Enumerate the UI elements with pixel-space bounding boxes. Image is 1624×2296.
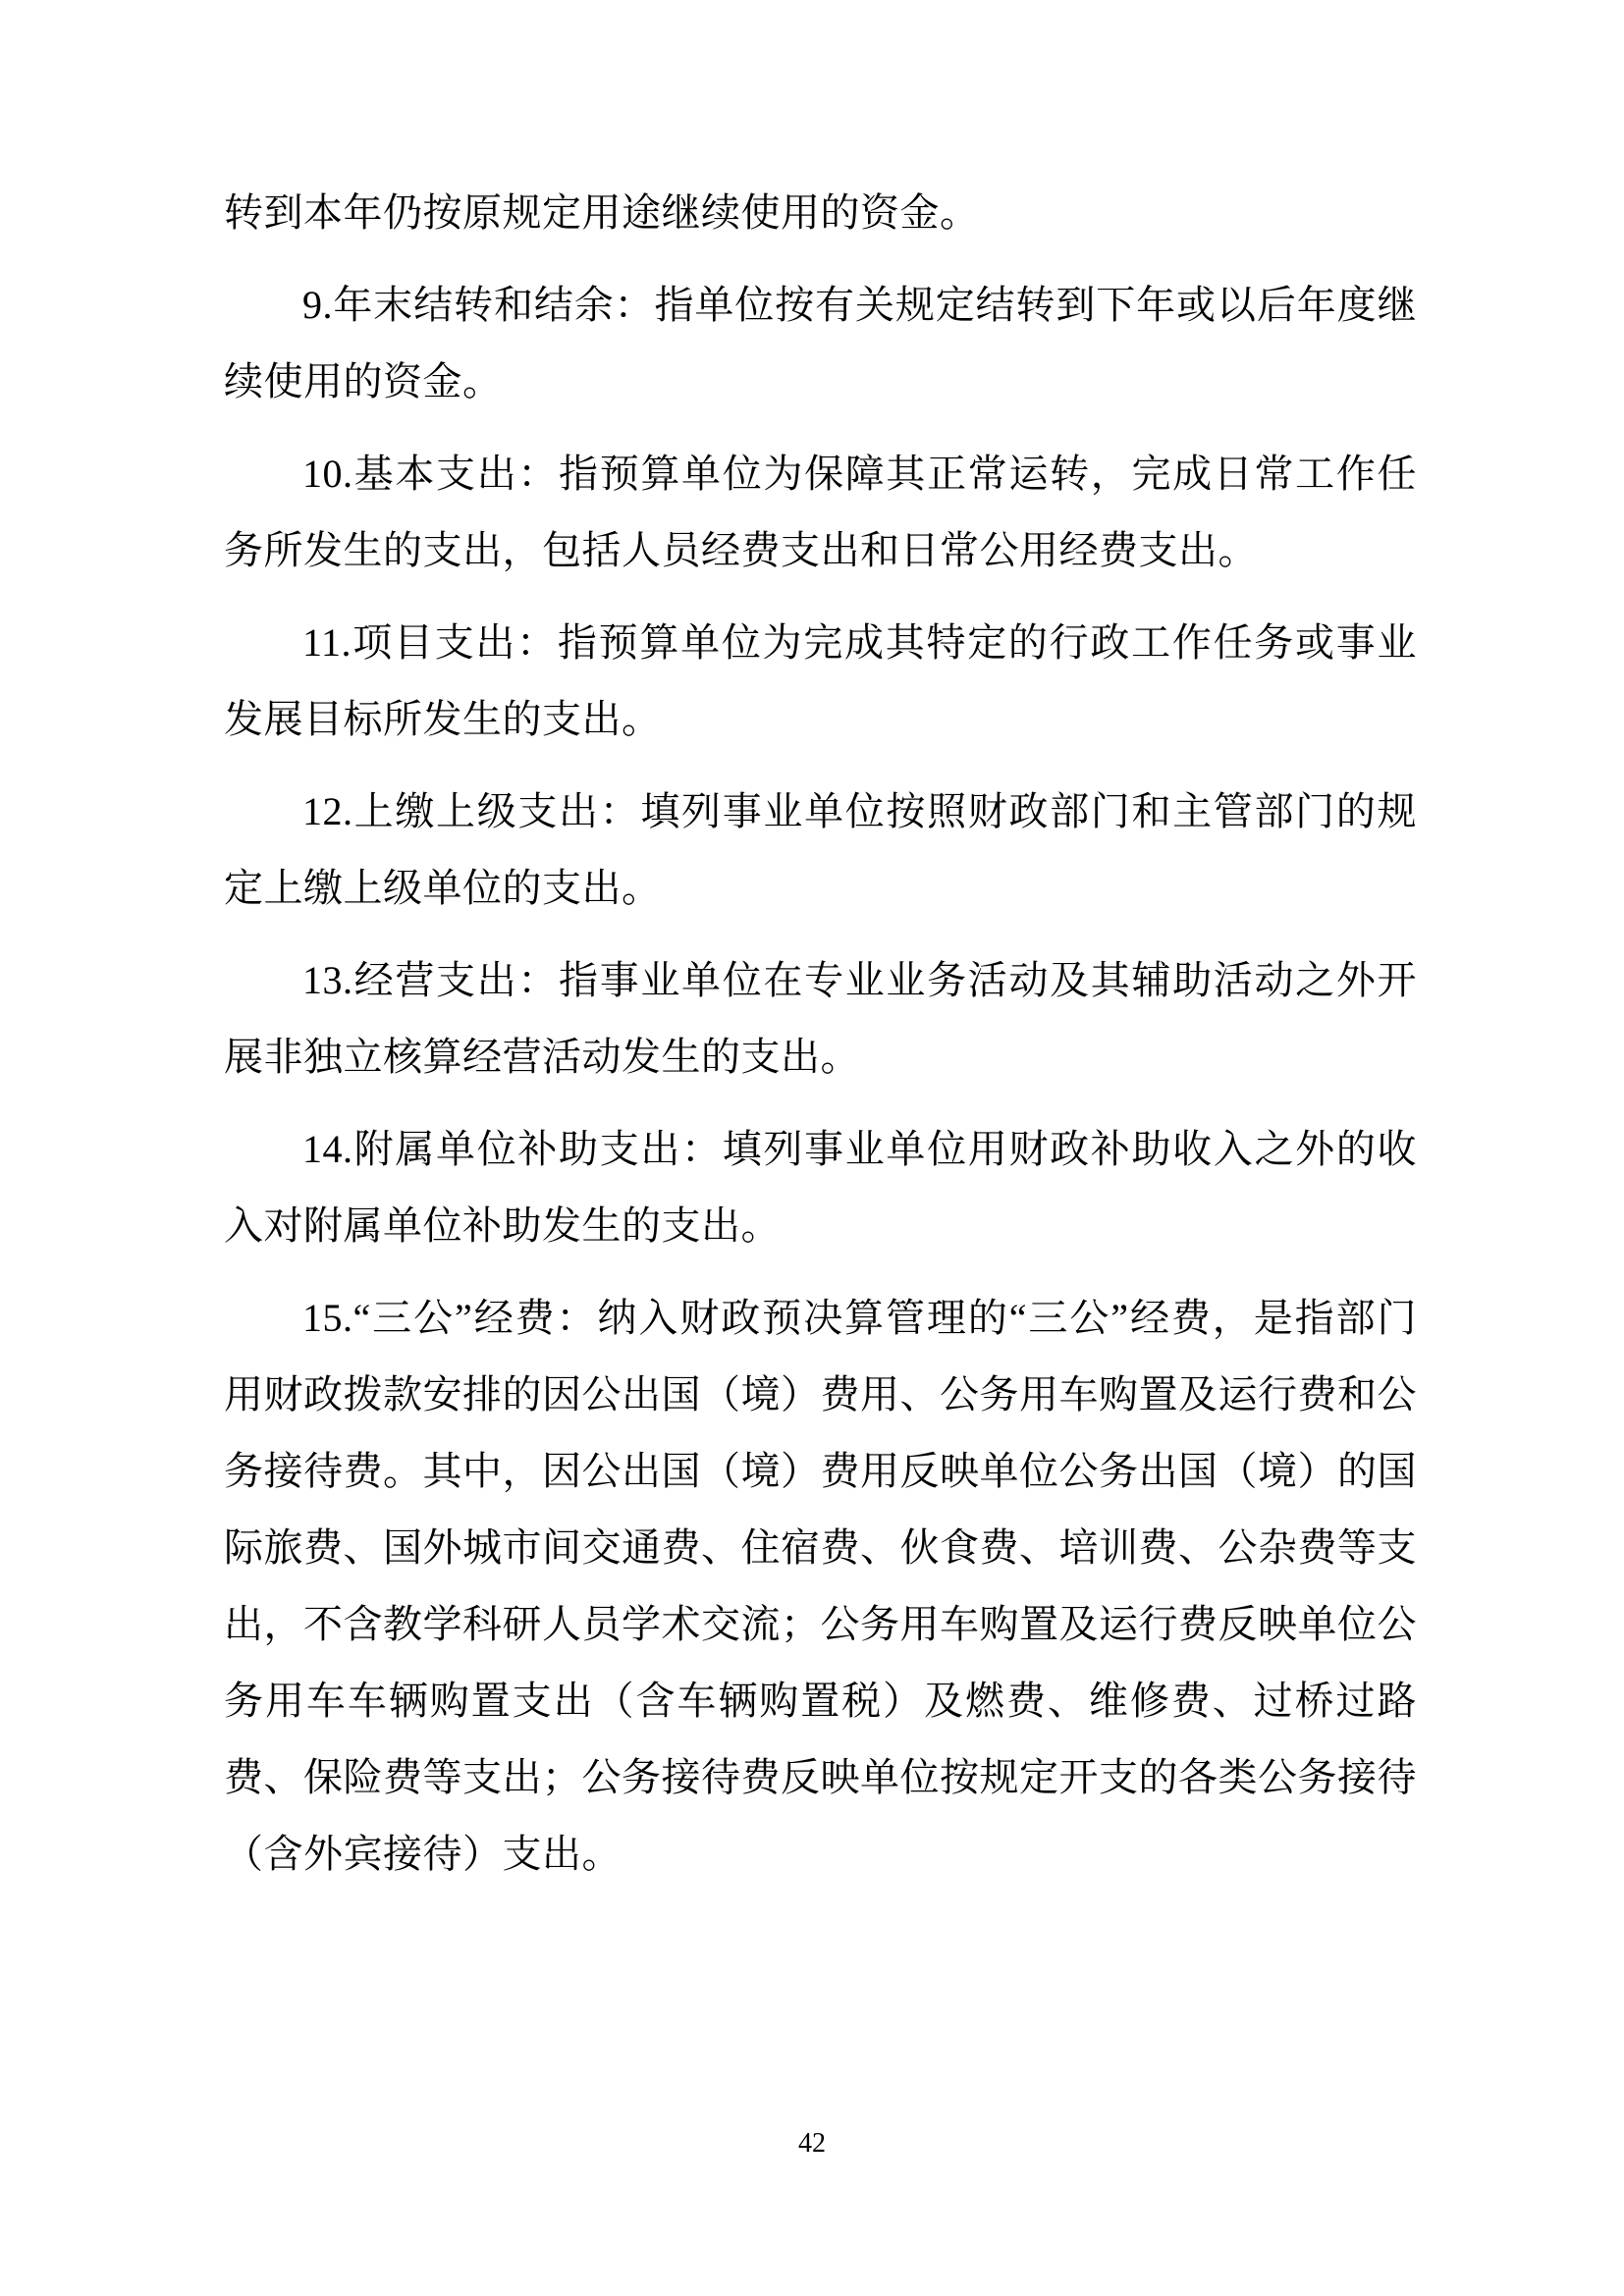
paragraph-item-11: 11.项目支出：指预算单位为完成其特定的行政工作任务或事业发展目标所发生的支出。 xyxy=(224,620,1417,741)
paragraph-item-10: 10.基本支出：指预算单位为保障其正常运转，完成日常工作任务所发生的支出，包括人员经费支出和日常公用经费支出。 xyxy=(224,452,1417,572)
paragraph-continued: 转到本年仍按原规定用途继续使用的资金。 xyxy=(224,190,980,235)
document-body xyxy=(224,175,1417,1908)
page-number: 42 xyxy=(798,2128,826,2159)
paragraph-item-12: 12.上缴上级支出：填列事业单位按照财政部门和主管部门的规定上缴上级单位的支出。 xyxy=(224,789,1417,910)
paragraph-item-9: 9.年末结转和结余：指单位按有关规定结转到下年或以后年度继续使用的资金。 xyxy=(224,283,1417,403)
paragraph-item-15: 15.“三公”经费：纳入财政预决算管理的“三公”经费，是指部门用财政拨款安排的因公出国（境）费用、公务用车购置及运行费和公务接待费。其中，因公出国（境）费用反映单位公务出国（境）的国际旅费、国外城市间交通费、住宿费、伙食费、培训费、公杂费等支出，不含教学科研人员学术交流；公务用车购置及运行费反映单位公务用车车辆购置支出（含车辆购置税）及燃费、维修费、过桥过路费、保险费等支出；公务接待费反映单位按规定开支的各类公务接待（含外宾接待）支出。 xyxy=(224,1296,1417,1876)
paragraph-item-14: 14.附属单位补助支出：填列事业单位用财政补助收入之外的收入对附属单位补助发生的支出。 xyxy=(224,1127,1417,1248)
paragraph-item-13: 13.经营支出：指事业单位在专业业务活动及其辅助活动之外开展非独立核算经营活动发生的支出。 xyxy=(224,958,1417,1079)
